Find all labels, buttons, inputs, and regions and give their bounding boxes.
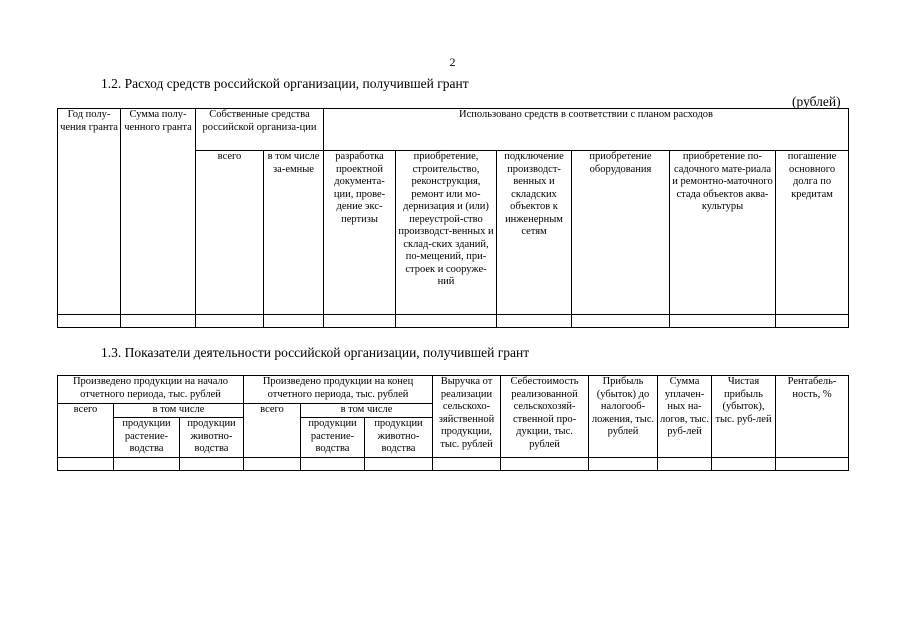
col-header-production-start: Произведено продукции на начало отчетного периода, тыс. рублей: [58, 376, 244, 404]
col-header-end-incl: в том числе: [301, 404, 433, 418]
col-header-equipment: приобретение оборудования: [572, 151, 670, 315]
col-header-cost: Себестоимость реализованной сельскохозяй-ственной про-дукции, тыс. рублей: [501, 376, 589, 458]
col-header-grant-amount: Сумма полу-ченного гранта: [121, 109, 196, 315]
grant-expenditure-table: [57, 108, 849, 328]
col-header-production-end: Произведено продукции на конец отчетного периода, тыс. рублей: [244, 376, 433, 404]
page-number: 2: [449, 55, 456, 69]
col-header-grant-year: Год полу-чения гранта: [58, 109, 121, 315]
col-header-utilities: подключение производст-венных и складских объектов к инженерным сетям: [497, 151, 572, 315]
col-header-stock: приобретение по-садочного мате-риала и ремонтно-маточного стада объектов аква-культуры: [670, 151, 776, 315]
col-header-construction: приобретение, строительство, реконструкция, ремонт или мо-дернизация и (или) переустрой-ство производст-венных и склад-ских зданий, по-мещений, при-строек и сооруже-ний: [396, 151, 497, 315]
col-header-own-total: всего: [196, 151, 264, 315]
section-1-heading: 1.2. Расход средств российской организации, получившей грант: [101, 76, 469, 91]
col-header-start-total: всего: [58, 404, 114, 458]
col-header-start-incl: в том числе: [114, 404, 244, 418]
table-row: [58, 315, 849, 328]
col-header-own-borrowed: в том числе за-емные: [264, 151, 324, 315]
col-header-design-docs: разработка проектной документа-ции, прове-дение экс-пертизы: [324, 151, 396, 315]
table-row: [58, 458, 849, 471]
col-header-funds-used: Использовано средств в соответствии с планом расходов: [324, 109, 849, 151]
col-header-start-animal: продукции животно-водства: [180, 418, 244, 458]
col-header-profit-before-tax: Прибыль (убыток) до налогооб-ложения, тыс. рублей: [589, 376, 658, 458]
performance-indicators-table: [57, 375, 849, 471]
col-header-own-funds: Собственные средства российской организа-ции: [196, 109, 324, 151]
section-2-heading: 1.3. Показатели деятельности российской организации, получившей грант: [101, 345, 530, 360]
col-header-start-plant: продукции растение-водства: [114, 418, 180, 458]
currency-unit: (рублей): [792, 94, 841, 109]
col-header-revenue: Выручка от реализации сельскохо-зяйственной продукции, тыс. рублей: [433, 376, 501, 458]
col-header-loan-repayment: погашение основного долга по кредитам: [776, 151, 849, 315]
col-header-net-profit: Чистая прибыль (убыток), тыс. руб-лей: [712, 376, 776, 458]
col-header-profitability: Рентабель-ность, %: [776, 376, 849, 458]
col-header-taxes-paid: Сумма уплачен-ных на-логов, тыс. руб-лей: [658, 376, 712, 458]
col-header-end-plant: продукции растение-водства: [301, 418, 365, 458]
col-header-end-total: всего: [244, 404, 301, 458]
col-header-end-animal: продукции животно-водства: [365, 418, 433, 458]
